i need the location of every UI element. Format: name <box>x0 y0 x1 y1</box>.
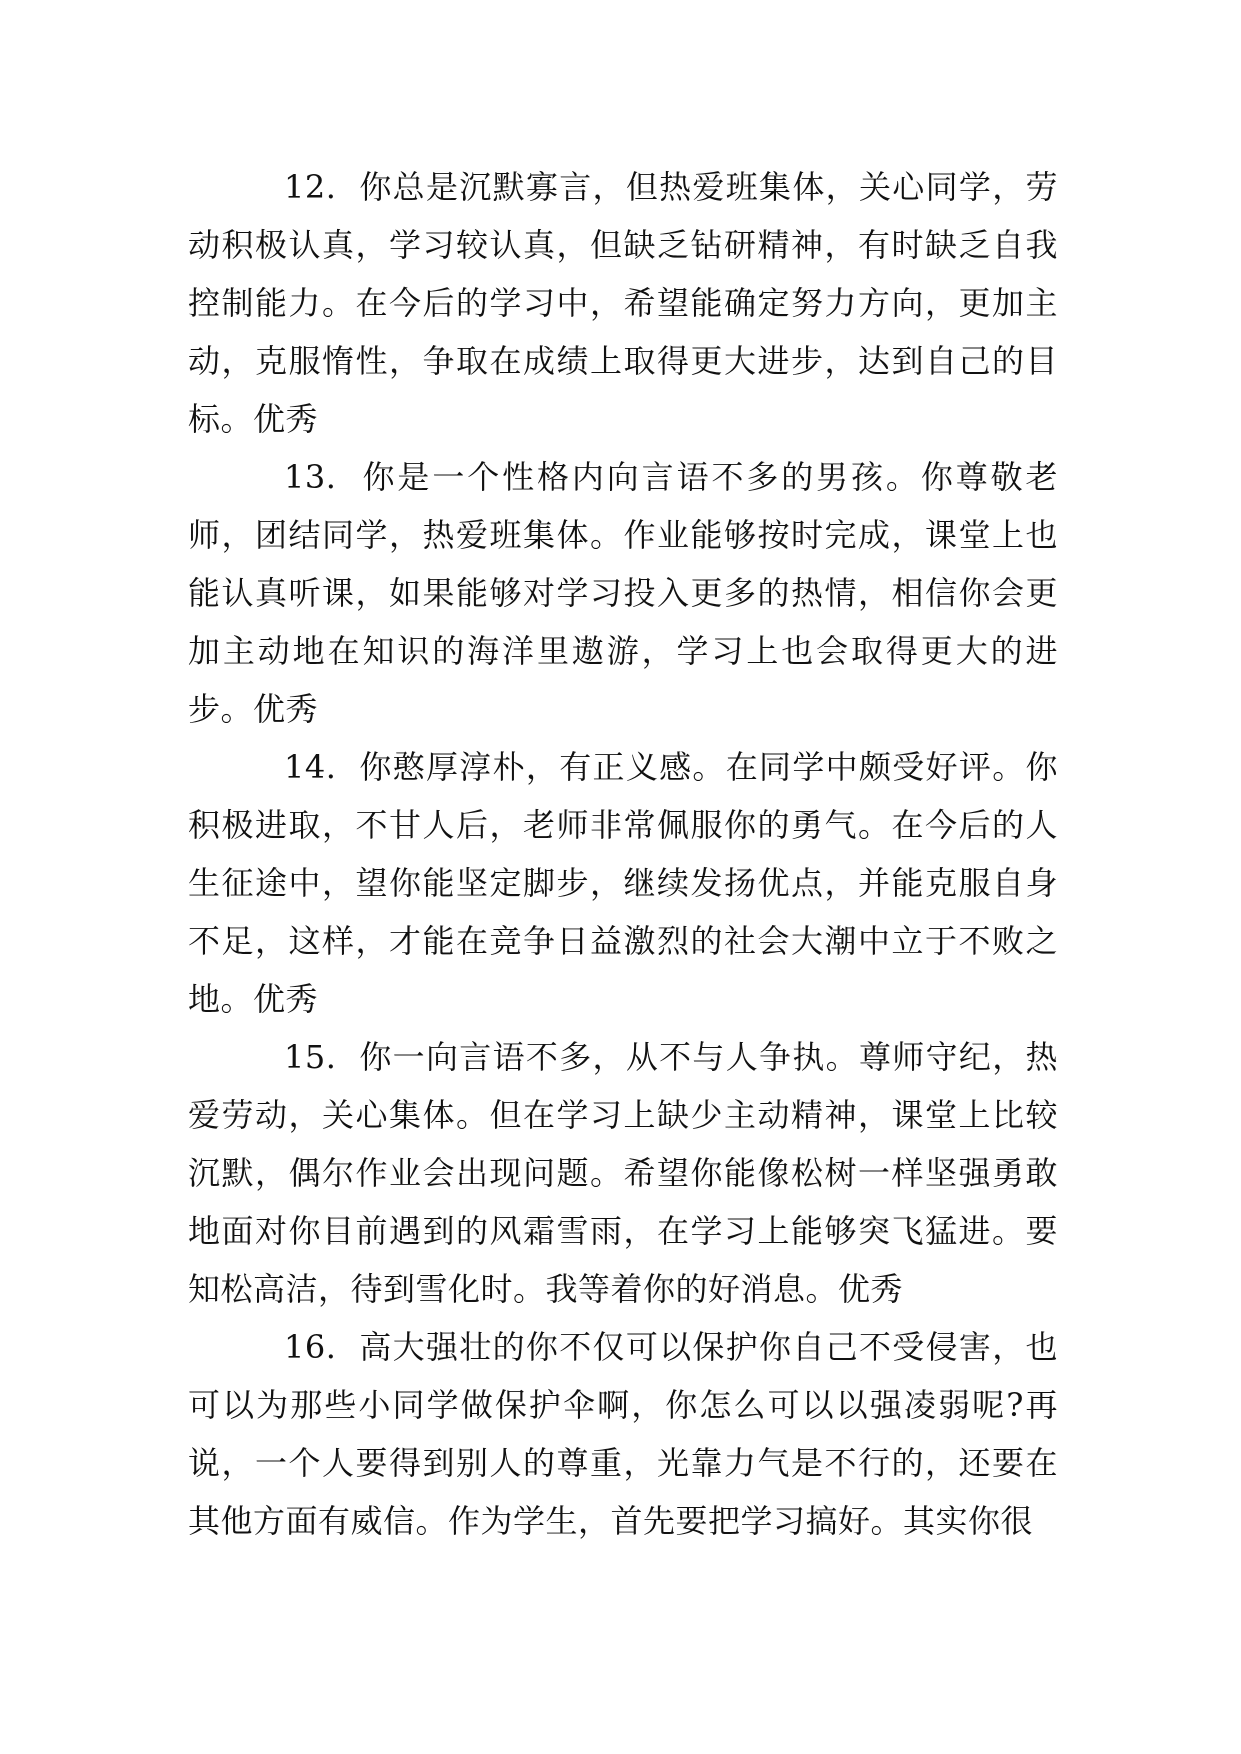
paragraph-text: 你总是沉默寡言，但热爱班集体，关心同学，劳动积极认真，学习较认真，但缺乏钻研精神，有时缺乏自我控制能力。在今后的学习中，希望能确定努力方向，更加主动，克服惰性，争取在成绩上取得更大进步，达到自己的目标。优秀 <box>188 168 1058 438</box>
paragraph-text: 你一向言语不多，从不与人争执。尊师守纪，热爱劳动，关心集体。但在学习上缺少主动精神，课堂上比较沉默，偶尔作业会出现问题。希望你能像松树一样坚强勇敢地面对你目前遇到的风霜雪雨，在学习上能够突飞猛进。要知松高洁，待到雪化时。我等着你的好消息。优秀 <box>188 1038 1058 1308</box>
comment-paragraph-12 <box>188 158 1058 448</box>
comment-paragraph-13 <box>188 448 1058 738</box>
paragraph-number: 15. <box>284 1038 337 1076</box>
comment-paragraph-16 <box>188 1318 1058 1550</box>
comment-paragraph-14 <box>188 738 1058 1028</box>
paragraph-text: 你是一个性格内向言语不多的男孩。你尊敬老师，团结同学，热爱班集体。作业能够按时完成，课堂上也能认真听课，如果能够对学习投入更多的热情，相信你会更加主动地在知识的海洋里遨游，学习上也会取得更大的进步。优秀 <box>188 458 1058 728</box>
document-body <box>188 158 1058 1550</box>
paragraph-number: 14. <box>284 748 337 786</box>
paragraph-text: 高大强壮的你不仅可以保护你自己不受侵害，也可以为那些小同学做保护伞啊，你怎么可以以强凌弱呢?再说，一个人要得到别人的尊重，光靠力气是不行的，还要在其他方面有威信。作为学生，首先要把学习搞好。其实你很 <box>188 1328 1058 1540</box>
paragraph-text: 你憨厚淳朴，有正义感。在同学中颇受好评。你积极进取，不甘人后，老师非常佩服你的勇气。在今后的人生征途中，望你能坚定脚步，继续发扬优点，并能克服自身不足，这样，才能在竞争日益激烈的社会大潮中立于不败之地。优秀 <box>188 748 1058 1018</box>
paragraph-number: 12. <box>284 168 337 206</box>
paragraph-number: 16. <box>284 1328 337 1366</box>
paragraph-number: 13. <box>284 458 337 496</box>
comment-paragraph-15 <box>188 1028 1058 1318</box>
